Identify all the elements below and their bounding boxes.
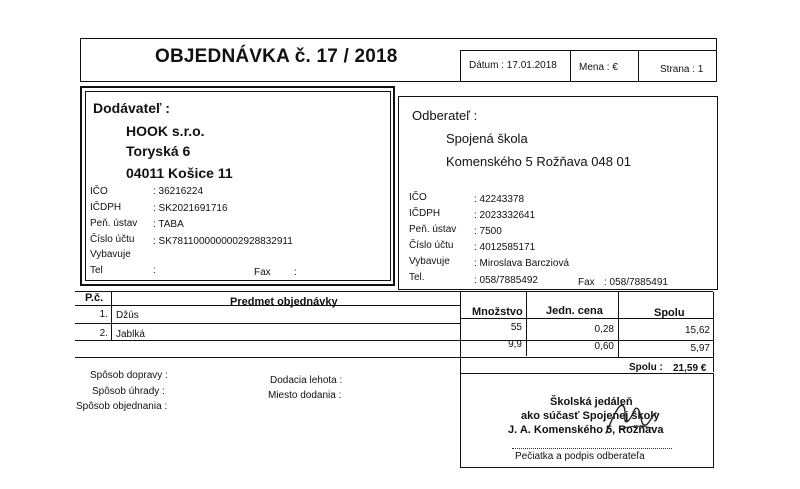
row-divider	[75, 323, 460, 324]
total-column-divider	[618, 292, 619, 358]
signature-dots	[512, 448, 672, 449]
supplier-street: Toryská 6	[126, 143, 191, 159]
delivery-place-label: Miesto dodania :	[268, 390, 342, 401]
supplier-label: IČDPH	[90, 202, 122, 213]
header-total: Spolu	[654, 307, 685, 319]
supplier-tel-label: Tel	[90, 265, 103, 276]
header-qty: Množstvo	[472, 306, 523, 318]
supplier-fax-value: :	[294, 267, 297, 278]
supplier-value: : TABA	[153, 219, 184, 230]
customer-fax-label: Fax	[578, 277, 595, 288]
customer-tel-value: : 058/7885492	[474, 275, 538, 286]
customer-value: : 4012585171	[474, 242, 536, 253]
row-item-name: Jablká	[116, 329, 145, 340]
supplier-label: Peň. ústav	[90, 218, 138, 229]
row-total: 15,62	[684, 325, 710, 336]
customer-label: Číslo účtu	[409, 240, 454, 251]
customer-name: Spojená škola	[446, 131, 528, 146]
payment-label: Spôsob úhrady :	[92, 386, 165, 397]
header-unit-price: Jedn. cena	[546, 305, 603, 317]
customer-label: Vybavuje	[409, 256, 450, 267]
delivery-term-label: Dodacia lehota :	[270, 375, 343, 386]
header-subject: Predmet objednávky	[230, 296, 338, 308]
row-qty: 9,9	[508, 339, 522, 350]
supplier-name: HOOK s.r.o.	[126, 123, 205, 139]
row-number: 2.	[99, 328, 108, 339]
header-num: P.č.	[85, 292, 104, 304]
supplier-fax-label: Fax	[254, 267, 271, 278]
num-column-divider	[111, 292, 112, 340]
supplier-label: Číslo účtu	[90, 234, 135, 245]
document-title: OBJEDNÁVKA č. 17 / 2018	[155, 46, 398, 67]
stamp-line-1: Školská jedáleň	[550, 396, 633, 408]
footer-bottom-border	[460, 467, 713, 468]
customer-label: IČO	[409, 192, 427, 203]
sum-label: Spolu :	[629, 362, 663, 373]
supplier-value: : 36216224	[153, 186, 204, 197]
footer-right-border	[713, 373, 714, 468]
customer-heading: Odberateľ :	[412, 108, 478, 123]
customer-value: : Miroslava Barcziová	[474, 258, 570, 269]
supplier-label: IČO	[90, 186, 108, 197]
stamp-line-2: ako súčasť Spojenej školy	[521, 410, 660, 422]
header-divider	[638, 50, 639, 82]
currency-field: Mena : €	[579, 62, 618, 73]
signature-caption: Pečiatka a podpis odberateľa	[515, 451, 645, 462]
header-divider	[460, 50, 461, 82]
sum-underline	[460, 373, 713, 374]
customer-label: IČDPH	[409, 208, 441, 219]
supplier-label: Vybavuje	[90, 249, 131, 260]
customer-address: Komenského 5 Rožňava 048 01	[446, 154, 632, 169]
sum-value: 21,59 €	[673, 363, 707, 374]
customer-value: : 7500	[474, 226, 502, 237]
customer-label: Peň. ústav	[409, 224, 457, 235]
signature-scribble	[600, 395, 660, 440]
price-column-divider	[526, 292, 527, 356]
customer-value: : 2023332641	[474, 210, 536, 221]
footer-right-divider	[460, 373, 461, 468]
customer-value: : 42243378	[474, 194, 525, 205]
supplier-tel-value: :	[153, 265, 156, 276]
row-item-name: Džús	[116, 310, 139, 321]
customer-fax-value: : 058/7885491	[604, 277, 668, 288]
table-bottom-border	[75, 357, 713, 358]
row-qty: 55	[510, 322, 522, 333]
stamp-line-3: J. A. Komenského 5, Rožňava	[508, 424, 664, 436]
table-right-border	[713, 292, 714, 372]
customer-tel-label: Tel.	[409, 272, 425, 283]
supplier-heading: Dodávateľ :	[93, 100, 170, 116]
supplier-city: 04011 Košice 11	[126, 165, 233, 181]
header-divider	[460, 50, 717, 51]
header-divider	[570, 50, 571, 82]
supplier-value: : SK2021691716	[153, 203, 228, 214]
supplier-value: : SK7811000000002928832911	[153, 236, 293, 247]
row-unit-price: 0,60	[594, 341, 614, 352]
order-method-label: Spôsob objednania :	[76, 401, 168, 412]
row-unit-price: 0,28	[594, 324, 614, 335]
row-total: 5,97	[690, 343, 710, 354]
transport-label: Spôsob dopravy :	[90, 370, 168, 381]
date-field: Dátum : 17.01.2018	[469, 60, 557, 71]
row-divider	[75, 340, 713, 341]
row-number: 1.	[99, 309, 108, 320]
page-field: Strana : 1	[660, 64, 704, 75]
